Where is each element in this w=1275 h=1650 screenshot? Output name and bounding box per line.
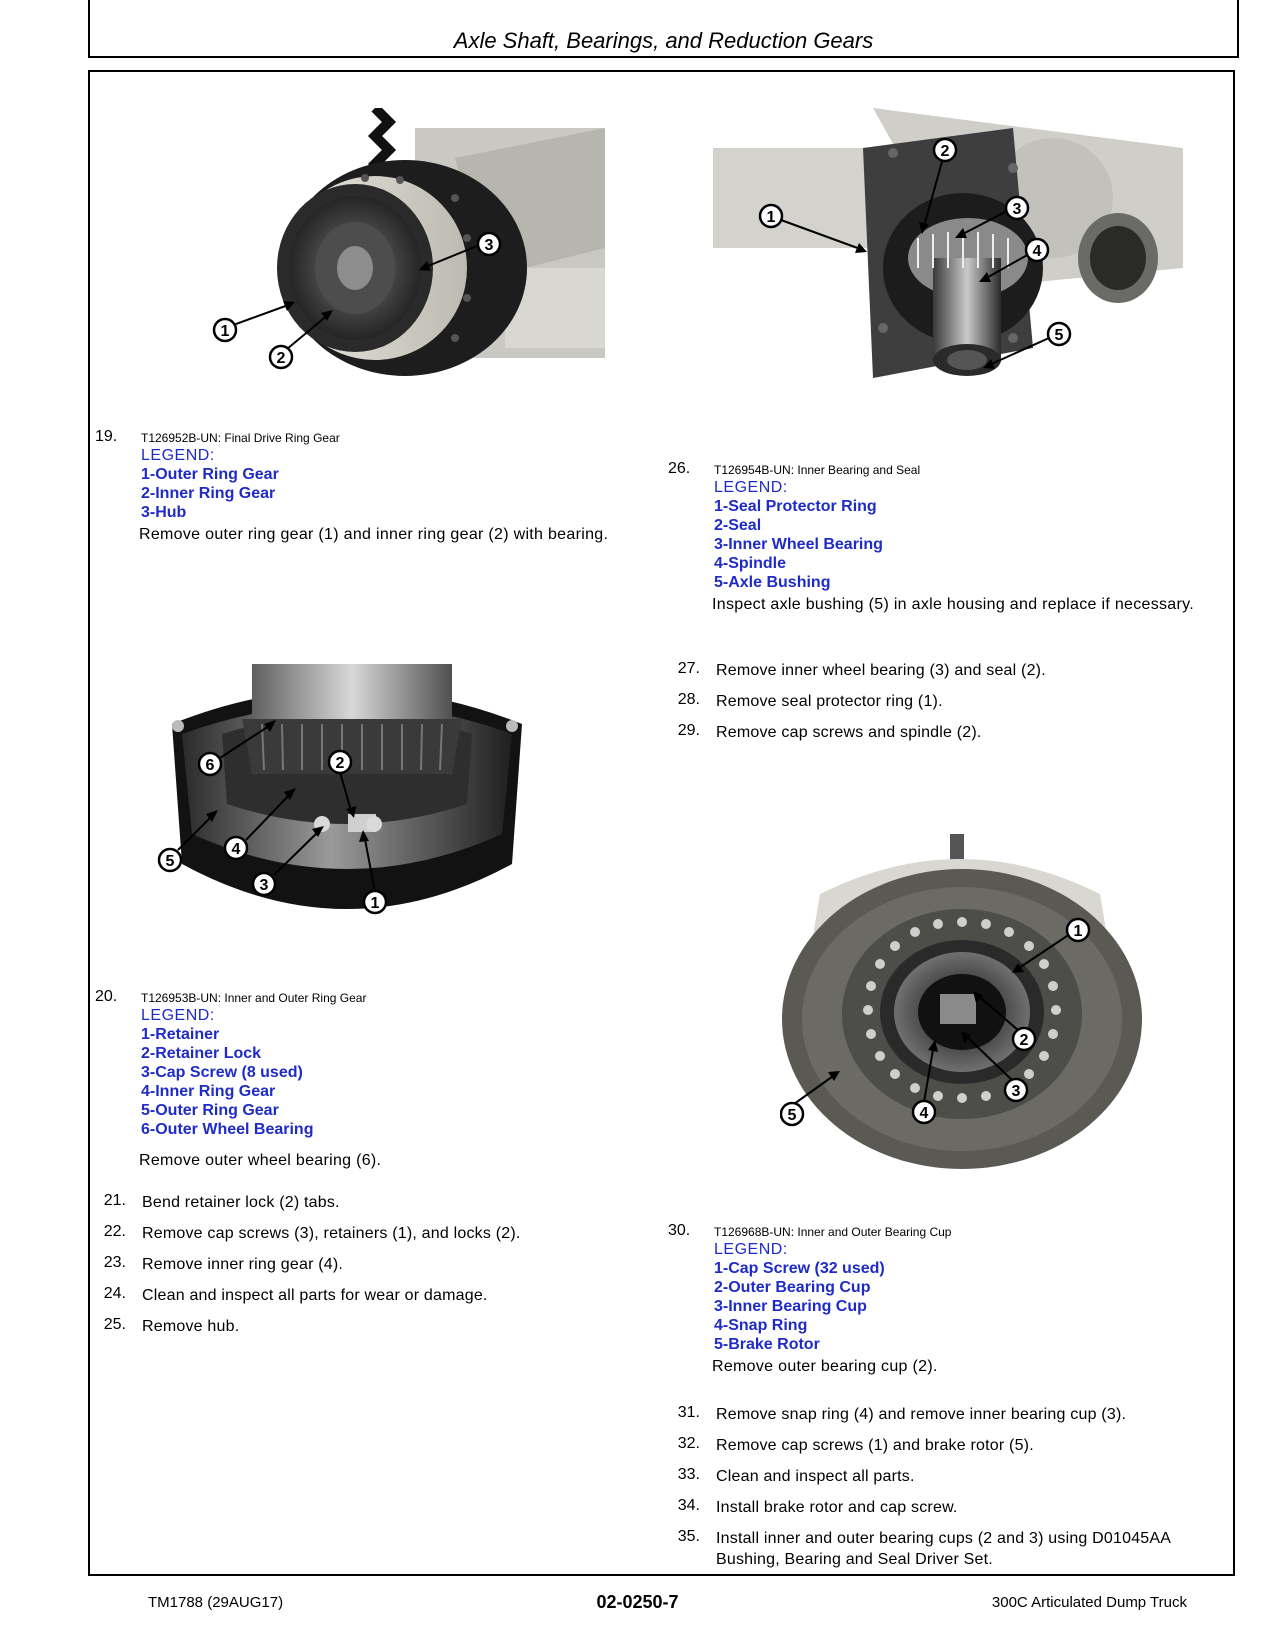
legend-title: LEGEND: (714, 479, 788, 496)
figure-caption: T126968B-UN: Inner and Outer Bearing Cup (714, 1225, 952, 1239)
callout-4: 4 (1032, 243, 1042, 260)
step-item: 34. Install brake rotor and cap screw. (677, 1497, 958, 1516)
figure-legend (141, 446, 279, 522)
legend-item: 3-Cap Screw (8 used) (141, 1064, 303, 1081)
legend-item: 2-Seal (714, 517, 762, 534)
step-number: 26. (668, 460, 691, 477)
callout-1: 1 (220, 323, 230, 340)
step-number: 30. (668, 1222, 691, 1239)
legend-item: 5-Axle Bushing (714, 574, 831, 591)
callout-5: 5 (165, 853, 175, 870)
legend-item: 1-Seal Protector Ring (714, 498, 877, 515)
legend-item: 3-Hub (141, 504, 187, 521)
callout-4: 4 (231, 841, 241, 858)
figure-legend (714, 478, 883, 592)
callout-2: 2 (276, 350, 286, 367)
legend-title: LEGEND: (141, 1007, 215, 1024)
figure-inner-bearing-and-seal (713, 108, 1203, 408)
callout-3: 3 (1012, 201, 1022, 218)
page-title: Axle Shaft, Bearings, and Reduction Gears (453, 28, 874, 53)
callout-5: 5 (787, 1107, 797, 1124)
figure-inner-outer-bearing-cup (780, 834, 1150, 1184)
figure-caption: T126954B-UN: Inner Bearing and Seal (714, 463, 921, 477)
legend-item: 5-Outer Ring Gear (141, 1102, 279, 1119)
step-item: 24. Clean and inspect all parts for wear or damage. (103, 1285, 488, 1304)
step-item: 29. Remove cap screws and spindle (2). (677, 722, 982, 741)
callout-2: 2 (1019, 1032, 1029, 1049)
legend-item: 2-Outer Bearing Cup (714, 1279, 871, 1296)
legend-item: 2-Retainer Lock (141, 1045, 262, 1062)
callout-4: 4 (919, 1105, 929, 1122)
callout-3: 3 (259, 877, 269, 894)
step-item: 23. Remove inner ring gear (4). (103, 1254, 344, 1273)
figure-caption: T126953B-UN: Inner and Outer Ring Gear (141, 991, 367, 1005)
callout-1: 1 (370, 895, 380, 912)
steps-list-right-b (672, 1404, 1232, 1568)
figure-instruction: Remove outer ring gear (1) and inner ring gear (2) with bearing. (139, 526, 609, 543)
step-item: 31. Remove snap ring (4) and remove inner bearing cup (3). (677, 1404, 1127, 1423)
callout-3: 3 (484, 237, 494, 254)
figure-legend (714, 1240, 885, 1354)
step-item: 33. Clean and inspect all parts. (677, 1466, 915, 1485)
figure-final-drive-ring-gear (205, 108, 605, 378)
step-item: 28. Remove seal protector ring (1). (677, 691, 943, 710)
step-item: 27. Remove inner wheel bearing (3) and seal (2). (677, 660, 1046, 679)
legend-item: 5-Brake Rotor (714, 1336, 820, 1353)
steps-list-right-a (672, 660, 1232, 753)
step-item: 25. Remove hub. (103, 1316, 240, 1335)
figure-legend (141, 1006, 313, 1139)
step-item: 22. Remove cap screws (3), retainers (1), and locks (2). (103, 1223, 521, 1242)
callout-6: 6 (205, 757, 215, 774)
legend-item: 1-Outer Ring Gear (141, 466, 279, 483)
step-item: 32. Remove cap screws (1) and brake rotor (5). (677, 1435, 1034, 1454)
legend-item: 4-Snap Ring (714, 1317, 808, 1334)
legend-item: 1-Retainer (141, 1026, 220, 1043)
legend-title: LEGEND: (714, 1241, 788, 1258)
footer-manual-id: TM1788 (29AUG17) (148, 1594, 284, 1611)
figure-inner-outer-ring-gear (152, 664, 542, 954)
legend-item: 3-Inner Wheel Bearing (714, 536, 883, 553)
page-header (88, 0, 1239, 58)
step-item: 21. Bend retainer lock (2) tabs. (103, 1192, 340, 1211)
step-number: 19. (95, 428, 118, 445)
legend-item: 4-Spindle (714, 555, 787, 572)
callout-1: 1 (766, 209, 776, 226)
legend-item: 1-Cap Screw (32 used) (714, 1260, 885, 1277)
legend-item: 3-Inner Bearing Cup (714, 1298, 867, 1315)
callout-3: 3 (1011, 1083, 1021, 1100)
step-number: 20. (95, 988, 118, 1005)
step-item: 35. Install inner and outer bearing cups (2 and 3) using D01045AA Bushing, Bearing and Seal Driver Set. (677, 1528, 1171, 1568)
callout-1: 1 (1073, 923, 1083, 940)
figure-instruction: Remove outer wheel bearing (6). (139, 1152, 382, 1169)
figure-instruction: Inspect axle bushing (5) in axle housing and replace if necessary. (712, 596, 1194, 613)
legend-item: 4-Inner Ring Gear (141, 1083, 276, 1100)
callout-2: 2 (335, 755, 345, 772)
legend-item: 2-Inner Ring Gear (141, 485, 276, 502)
steps-list-left (98, 1192, 658, 1347)
callout-5: 5 (1054, 327, 1064, 344)
footer-page-number: 02-0250-7 (596, 1592, 679, 1612)
footer-product-name: 300C Articulated Dump Truck (991, 1594, 1187, 1611)
legend-title: LEGEND: (141, 447, 215, 464)
figure-instruction: Remove outer bearing cup (2). (712, 1358, 938, 1375)
figure-caption: T126952B-UN: Final Drive Ring Gear (141, 431, 340, 445)
callout-2: 2 (940, 143, 950, 160)
legend-item: 6-Outer Wheel Bearing (141, 1121, 314, 1138)
